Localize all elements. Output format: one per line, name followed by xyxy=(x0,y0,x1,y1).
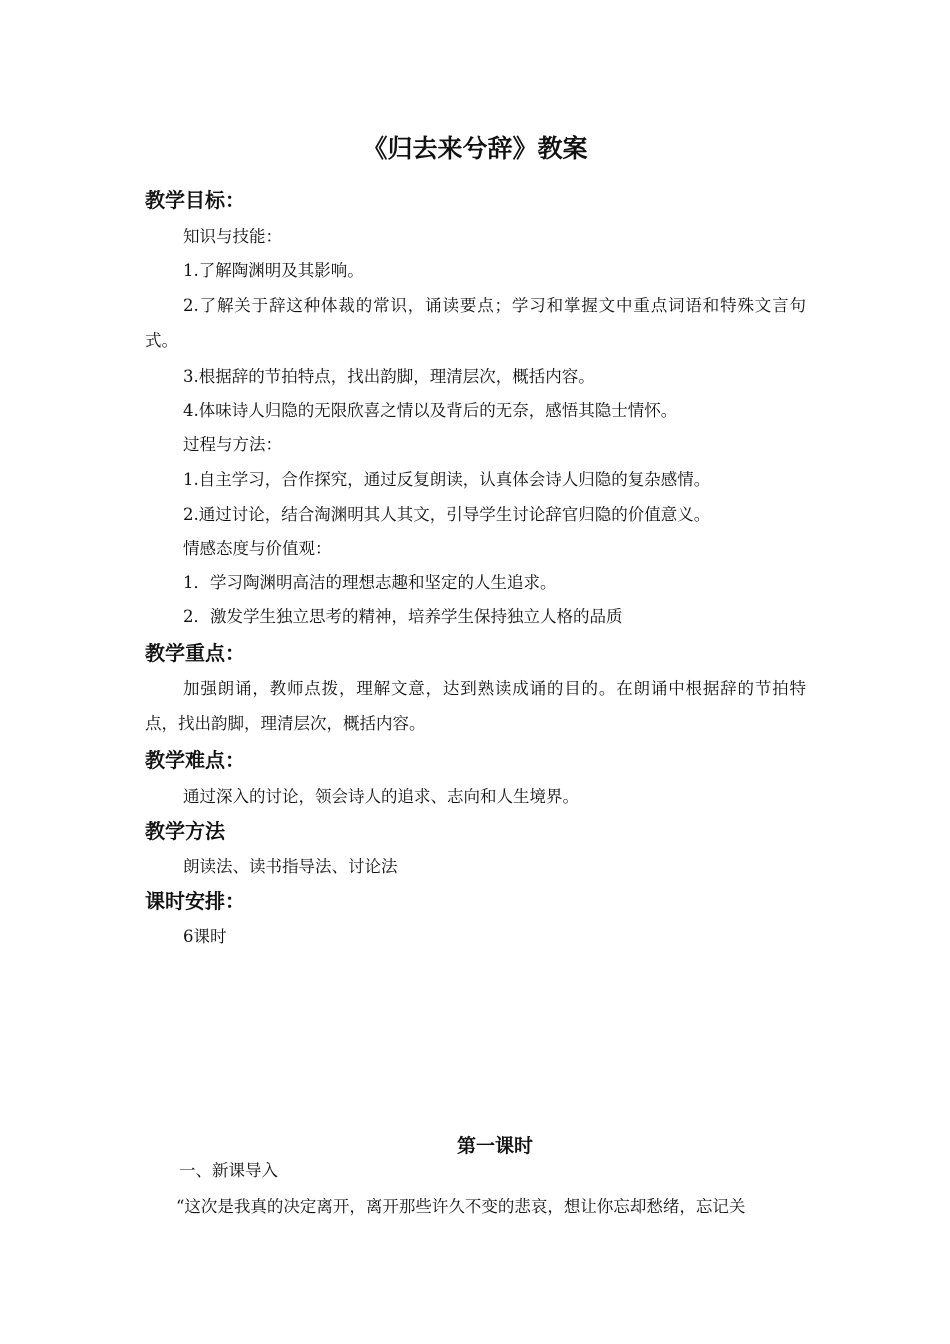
methods-heading: 教学方法 xyxy=(145,819,225,843)
emotion-item-1: 1．学习陶渊明高洁的理想志趣和坚定的人生追求。 xyxy=(183,573,557,592)
schedule-heading: 课时安排： xyxy=(145,889,245,913)
process-label: 过程与方法： xyxy=(183,435,282,454)
knowledge-item-4: 4.体味诗人归隐的无限欣喜之情以及背后的无奈，感悟其隐士情怀。 xyxy=(183,401,678,420)
objectives-heading: 教学目标： xyxy=(145,188,245,212)
knowledge-item-1: 1.了解陶渊明及其影响。 xyxy=(183,261,364,280)
lesson-1-title: 第一课时 xyxy=(456,1135,533,1157)
document-title: 《归去来兮辞》教案 xyxy=(362,134,588,163)
methods-text: 朗读法、读书指导法、讨论法 xyxy=(183,857,398,876)
difficulties-heading: 教学难点： xyxy=(145,748,245,772)
knowledge-item-2: 2.了解关于辞这种体裁的常识，诵读要点；学习和掌握文中重点词语和特殊文言句式。 xyxy=(145,296,806,350)
key-points-heading: 教学重点： xyxy=(145,641,245,665)
knowledge-item-3: 3.根据辞的节拍特点，找出韵脚，理清层次，概括内容。 xyxy=(183,367,595,386)
process-item-2: 2.通过讨论，结合淘渊明其人其文，引导学生讨论辞官归隐的价值意义。 xyxy=(183,505,711,524)
knowledge-label: 知识与技能： xyxy=(183,227,282,246)
difficulties-text: 通过深入的讨论，领会诗人的追求、志向和人生境界。 xyxy=(183,787,579,806)
lesson-1-quote: “这次是我真的决定离开，离开那些许久不变的悲哀，想让你忘却愁绪，忘记关 xyxy=(176,1197,746,1216)
emotion-item-2: 2．激发学生独立思考的精神，培养学生保持独立人格的品质 xyxy=(183,607,623,626)
key-points-text: 加强朗诵，教师点拨，理解文意，达到熟读成诵的目的。在朗诵中根据辞的节拍特点，找出韵脚，理清层次，概括内容。 xyxy=(145,679,806,733)
emotion-label: 情感态度与价值观： xyxy=(183,539,332,558)
process-item-1: 1.自主学习，合作探究，通过反复朗读，认真体会诗人归隐的复杂感情。 xyxy=(183,470,711,489)
schedule-text: 6课时 xyxy=(183,927,227,946)
lesson-1-intro-label: 一、新课导入 xyxy=(179,1161,278,1180)
